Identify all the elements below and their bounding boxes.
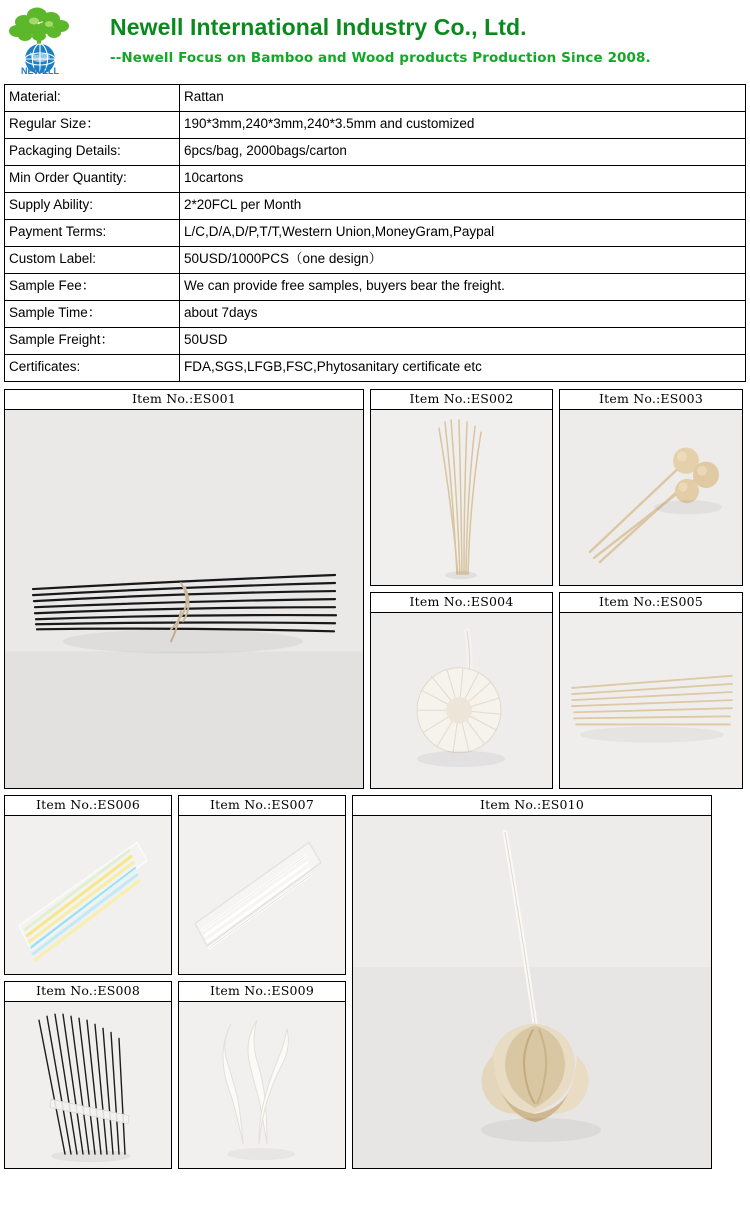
spec-label: Min Order Quantity:: [5, 166, 180, 193]
product-card-es006[interactable]: [4, 795, 172, 975]
photo-art-es002: [371, 410, 552, 585]
photo-art-es010: [353, 816, 711, 1168]
spec-value: 190*3mm,240*3mm,240*3.5mm and customized: [180, 112, 746, 139]
logo-wordmark: NEWELL: [21, 66, 59, 76]
gallery-row-2: [4, 795, 746, 1169]
spec-label: Material:: [5, 85, 180, 112]
product-photo-es004: [371, 613, 552, 788]
company-slogan: --Newell Focus on Bamboo and Wood products Production Since 2008.: [110, 50, 651, 67]
spec-label: Supply Ability:: [5, 193, 180, 220]
specification-table: [4, 84, 746, 382]
spec-label: Payment Terms:: [5, 220, 180, 247]
spec-label: Sample Time：: [5, 301, 180, 328]
photo-art-es007: [179, 816, 345, 974]
spec-label: Packaging Details:: [5, 139, 180, 166]
product-title-es010: Item No.:ES010: [353, 796, 711, 816]
product-title-es003: Item No.:ES003: [560, 390, 742, 410]
table-row: [5, 139, 746, 166]
photo-art-es001: [5, 410, 363, 788]
table-row: [5, 166, 746, 193]
gallery-row-1: [4, 389, 746, 789]
spec-value: 50USD/1000PCS（one design）: [180, 247, 746, 274]
product-photo-es007: [179, 816, 345, 974]
table-row: [5, 193, 746, 220]
product-title-es001: Item No.:ES001: [5, 390, 363, 410]
product-card-es009[interactable]: [178, 981, 346, 1169]
product-card-es008[interactable]: [4, 981, 172, 1169]
page-header: [0, 0, 750, 78]
product-title-es007: Item No.:ES007: [179, 796, 345, 816]
product-title-es002: Item No.:ES002: [371, 390, 552, 410]
logo-graphic: [4, 4, 100, 76]
product-photo-es002: [371, 410, 552, 585]
product-title-es008: Item No.:ES008: [5, 982, 171, 1002]
photo-art-es009: [179, 1002, 345, 1168]
product-card-es001[interactable]: [4, 389, 364, 789]
product-card-es004[interactable]: [370, 592, 553, 789]
product-title-es004: Item No.:ES004: [371, 593, 552, 613]
gallery-col-5: [178, 795, 346, 1169]
spec-label: Sample Fee：: [5, 274, 180, 301]
product-photo-es006: [5, 816, 171, 974]
photo-art-es005: [560, 613, 742, 788]
product-title-es006: Item No.:ES006: [5, 796, 171, 816]
photo-art-es004: [371, 613, 552, 788]
spec-value: FDA,SGS,LFGB,FSC,Phytosanitary certificate etc: [180, 355, 746, 382]
product-photo-es009: [179, 1002, 345, 1168]
table-row: [5, 247, 746, 274]
product-card-es002[interactable]: [370, 389, 553, 586]
photo-art-es006: [5, 816, 171, 974]
table-row: [5, 220, 746, 247]
spec-label: Certificates:: [5, 355, 180, 382]
product-title-es009: Item No.:ES009: [179, 982, 345, 1002]
table-row: [5, 301, 746, 328]
gallery-col-4: [4, 795, 172, 1169]
product-photo-es005: [560, 613, 742, 788]
table-row: [5, 85, 746, 112]
product-gallery: [4, 389, 746, 1169]
spec-value: 10cartons: [180, 166, 746, 193]
spec-value: 50USD: [180, 328, 746, 355]
product-photo-es003: [560, 410, 742, 585]
table-row: [5, 112, 746, 139]
spec-value: L/C,D/A,D/P,T/T,Western Union,MoneyGram,Paypal: [180, 220, 746, 247]
spec-label: Sample Freight：: [5, 328, 180, 355]
company-name: Newell International Industry Co., Ltd.: [110, 13, 527, 40]
spec-label: Custom Label:: [5, 247, 180, 274]
product-card-es007[interactable]: [178, 795, 346, 975]
gallery-col-3: [559, 389, 743, 789]
spec-value: Rattan: [180, 85, 746, 112]
product-photo-es008: [5, 1002, 171, 1168]
photo-art-es008: [5, 1002, 171, 1168]
table-row: [5, 274, 746, 301]
product-photo-es010: [353, 816, 711, 1168]
gallery-col-2: [370, 389, 553, 789]
table-row: [5, 355, 746, 382]
header-text-block: [106, 14, 746, 67]
spec-value: about 7days: [180, 301, 746, 328]
product-card-es003[interactable]: [559, 389, 743, 586]
product-card-es010[interactable]: [352, 795, 712, 1169]
table-row: [5, 328, 746, 355]
spec-value: 6pcs/bag, 2000bags/carton: [180, 139, 746, 166]
spec-label: Regular Size：: [5, 112, 180, 139]
product-card-es005[interactable]: [559, 592, 743, 789]
newell-logo: [4, 4, 100, 76]
product-title-es005: Item No.:ES005: [560, 593, 742, 613]
spec-value: 2*20FCL per Month: [180, 193, 746, 220]
product-photo-es001: [5, 410, 363, 788]
photo-art-es003: [560, 410, 742, 585]
spec-value: We can provide free samples, buyers bear the freight.: [180, 274, 746, 301]
